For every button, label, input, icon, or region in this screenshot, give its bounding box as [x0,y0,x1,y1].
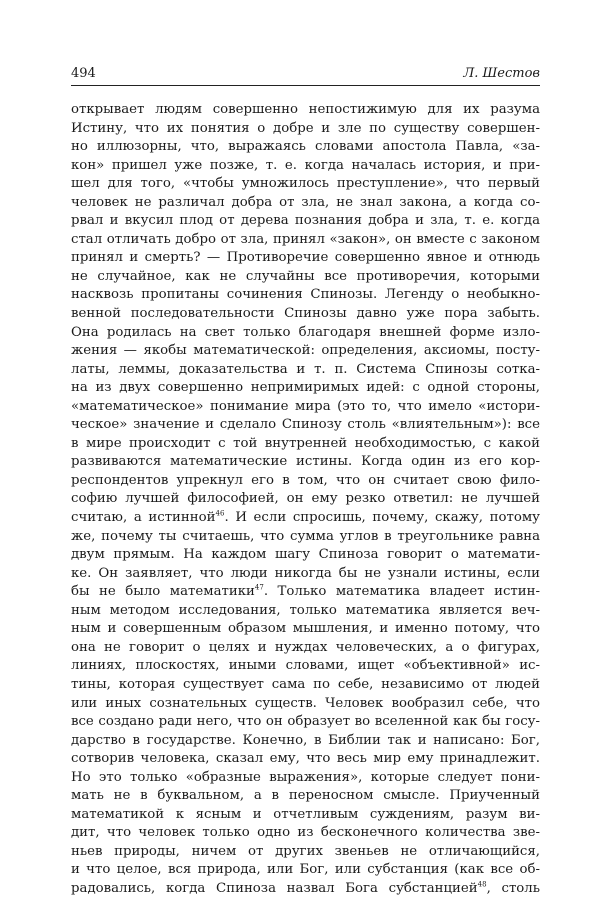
text-line [71,157,540,176]
text-line [71,286,540,305]
text-run: открывает людям совершенно непостижимую для их разума [71,102,540,117]
text-line [71,342,540,361]
text-line [71,695,540,714]
text-run: ческое» значение и сделало Спинозу столь «влиятельным»): все [71,417,540,433]
text-line [71,639,540,658]
text-line [71,843,540,862]
text-line [71,472,540,491]
text-run: ным методом исследования, только математика является веч- [71,602,540,618]
text-run: радовались, когда Спиноза назвал Бога субстанцией [71,880,478,896]
text-run: тины, которая существует сама по себе, независимо от людей [71,676,540,692]
text-line [71,732,540,751]
text-run: Но это только «образные выражения», которые следует пони- [71,769,540,785]
text-line [71,361,540,380]
text-line [71,676,540,695]
page-number: 494 [71,66,96,81]
text-run: . Только математика владеет истин- [263,584,540,600]
text-run: ньев природы, ничем от других звеньев не отличающийся, [71,843,540,859]
text-line [71,212,540,231]
text-line [71,324,540,343]
text-run: мать не в буквальном, а в переносном смысле. Приученный [71,788,540,804]
text-run: респондентов упрекнул его в том, что он считает свою фило- [71,472,540,488]
footnote-marker: 47 [254,583,264,592]
text-run: же, почему ты считаешь, что сумма углов в треугольнике равна [71,528,540,544]
text-run: кон» пришел уже позже, т. е. когда началась история, и при- [71,157,540,173]
book-page [71,63,540,899]
text-run: человек не различал добра от зла, не знал закона, а когда со- [71,194,540,210]
text-line [71,583,540,602]
text-line [71,565,540,584]
text-line [71,787,540,806]
text-run: и что целое, вся природа, или Бог, или субстанция (как все об- [71,862,540,878]
text-line [71,620,540,639]
text-line [71,546,540,565]
footnote-marker: 46 [215,509,225,518]
text-run: Она родилась на свет только благодаря внешней форме изло- [71,324,540,340]
text-line [71,398,540,417]
text-line [71,528,540,547]
text-run: линиях, плоскостях, иными словами, ищет «объективной» ис- [71,658,540,674]
text-run: , столь [486,880,540,896]
body-text [71,101,540,899]
text-line [71,861,540,880]
text-line [71,490,540,509]
text-line [71,101,540,120]
text-line [71,268,540,287]
text-line [71,435,540,454]
text-line [71,138,540,157]
text-run: дит, что человек только одно из бесконечного количества зве- [71,825,540,841]
text-run: латы, леммы, доказательства и т. п. Система Спинозы соткa- [71,361,540,377]
text-run: рвал и вкусил плод от дерева познания добра и зла, т. е. когда [71,213,540,229]
text-run: на из двух совершенно непримиримых идей: с одной стороны, [71,380,540,396]
text-run: принял и смерть? — Противоречие совершенно явное и отнюдь [71,250,540,266]
running-head [71,63,540,85]
text-run: бы не было математики [71,584,255,600]
text-run: в мире происходит с той внутренней необходимостью, с какой [71,435,540,451]
text-run: или иных сознательных существ. Человек вообразил себе, что [71,695,540,711]
text-run: сотворив человека, сказал ему, что весь мир ему принадлежит. [71,751,540,767]
text-line [71,231,540,250]
text-run: насквозь пропитаны сочинения Спинозы. Легенду о необыкно- [71,287,540,303]
running-head-author: Л. Шестов [463,66,540,81]
text-run: «математическое» понимание мира (это то, что имело «истори- [71,398,540,414]
text-line [71,175,540,194]
text-run: двум прямым. На каждом шагу Спиноза говорит о математи- [71,547,540,563]
text-run: развиваются математические истины. Когда один из его кор- [71,454,540,470]
text-line [71,750,540,769]
text-line [71,249,540,268]
text-line [71,769,540,788]
text-run: софию лучшей философией, он ему резко ответил: не лучшей [71,491,540,507]
text-line [71,880,540,899]
text-run: Истину, что их понятия о добре и зле по существу совершен- [71,120,540,136]
text-run: венной последовательности Спинозы давно уже пора забыть. [71,306,540,322]
text-line [71,657,540,676]
text-line [71,453,540,472]
text-line [71,806,540,825]
text-run: но иллюзорны, что, выражаясь словами апостола Павла, «за- [71,139,540,155]
text-line [71,713,540,732]
text-line [71,509,540,528]
footnote-marker: 48 [477,880,487,889]
text-run: шел для того, «чтобы умножилось преступление», что первый [71,176,540,192]
text-run: не случайное, как не случайны все противоречия, которыми [71,268,540,284]
header-rule [71,85,540,86]
text-run: жения — якобы математической: определения, аксиомы, посту- [71,343,540,359]
text-line [71,602,540,621]
text-run: она не говорит о целях и нуждах человеческих, а о фигурах, [71,639,540,655]
text-run: ным и совершенным образом мышления, и именно потому, что [71,621,540,637]
text-run: считаю, а истинной [71,510,216,526]
text-run: стал отличать добро от зла, принял «закон», он вместе с законом [71,231,540,247]
text-run: ке. Он заявляет, что люди никогда бы не узнали истины, если [71,565,540,581]
text-line [71,824,540,843]
text-line [71,305,540,324]
text-line [71,194,540,213]
text-run: . И если спросишь, почему, скажу, потому [224,510,540,526]
text-line [71,120,540,139]
text-line [71,379,540,398]
text-run: все создано ради него, что он образует во вселенной как бы госу- [71,714,540,730]
text-line [71,416,540,435]
text-run: математикой к ясным и отчетливым суждениям, разум ви- [71,806,540,822]
text-run: дарство в государстве. Конечно, в Библии так и написано: Бог, [71,732,540,748]
